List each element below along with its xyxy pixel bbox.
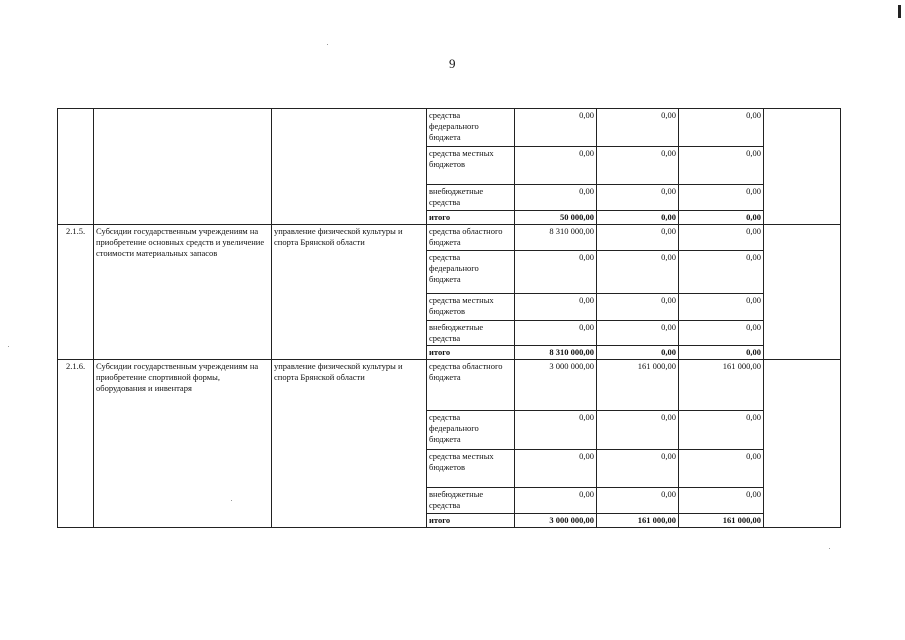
source-cell: внебюджетные средства bbox=[427, 488, 515, 514]
source-cell: средства местных бюджетов bbox=[427, 147, 515, 185]
num-cell bbox=[58, 109, 94, 225]
source-cell: средства местных бюджетов bbox=[427, 450, 515, 488]
scan-speck bbox=[327, 44, 328, 45]
source-cell: средства местных бюджетов bbox=[427, 294, 515, 321]
amount-cell: 0,00 bbox=[597, 321, 679, 346]
source-cell: внебюджетные средства bbox=[427, 185, 515, 211]
item-executor: управление физической культуры и спорта Брянской области bbox=[272, 225, 427, 360]
amount-cell: 161 000,00 bbox=[597, 514, 679, 528]
item-description: Субсидии государственным учреждениям на приобретение спортивной формы, оборудования и инвентаря bbox=[94, 360, 272, 528]
description-cell bbox=[94, 109, 272, 225]
scan-speck bbox=[231, 500, 232, 501]
amount-cell: 0,00 bbox=[515, 147, 597, 185]
scan-speck bbox=[829, 548, 830, 549]
amount-cell: 0,00 bbox=[597, 225, 679, 251]
amount-cell: 161 000,00 bbox=[679, 514, 764, 528]
item-number: 2.1.5. bbox=[58, 225, 94, 360]
amount-cell: 0,00 bbox=[597, 251, 679, 294]
table-row bbox=[58, 225, 841, 251]
blank-cell bbox=[764, 225, 841, 360]
amount-cell: 50 000,00 bbox=[515, 211, 597, 225]
amount-cell: 0,00 bbox=[679, 411, 764, 450]
amount-cell: 3 000 000,00 bbox=[515, 514, 597, 528]
amount-cell: 0,00 bbox=[597, 346, 679, 360]
amount-cell: 0,00 bbox=[597, 294, 679, 321]
amount-cell: 0,00 bbox=[515, 109, 597, 147]
amount-cell: 3 000 000,00 bbox=[515, 360, 597, 411]
amount-cell: 0,00 bbox=[515, 488, 597, 514]
amount-cell: 0,00 bbox=[597, 411, 679, 450]
amount-cell: 0,00 bbox=[597, 488, 679, 514]
amount-cell: 0,00 bbox=[515, 185, 597, 211]
scan-speck bbox=[8, 346, 9, 347]
amount-cell: 0,00 bbox=[597, 211, 679, 225]
amount-cell: 0,00 bbox=[679, 147, 764, 185]
amount-cell: 0,00 bbox=[679, 294, 764, 321]
blank-cell bbox=[764, 360, 841, 528]
executor-cell bbox=[272, 109, 427, 225]
table-row bbox=[58, 109, 841, 147]
source-cell: средства областного бюджета bbox=[427, 360, 515, 411]
table-row bbox=[58, 360, 841, 411]
amount-cell: 0,00 bbox=[679, 185, 764, 211]
amount-cell: 0,00 bbox=[515, 321, 597, 346]
amount-cell: 0,00 bbox=[597, 109, 679, 147]
page-number: 9 bbox=[449, 56, 456, 71]
amount-cell: 8 310 000,00 bbox=[515, 346, 597, 360]
source-cell: итого bbox=[427, 211, 515, 225]
source-cell: средства федерального бюджета bbox=[427, 411, 515, 450]
amount-cell: 0,00 bbox=[679, 450, 764, 488]
amount-cell: 0,00 bbox=[679, 488, 764, 514]
source-cell: итого bbox=[427, 514, 515, 528]
amount-cell: 0,00 bbox=[679, 225, 764, 251]
amount-cell: 0,00 bbox=[679, 251, 764, 294]
source-cell: средства федерального бюджета bbox=[427, 251, 515, 294]
amount-cell: 0,00 bbox=[679, 211, 764, 225]
source-cell: средства областного бюджета bbox=[427, 225, 515, 251]
amount-cell: 0,00 bbox=[679, 109, 764, 147]
amount-cell: 0,00 bbox=[515, 294, 597, 321]
amount-cell: 161 000,00 bbox=[679, 360, 764, 411]
amount-cell: 0,00 bbox=[679, 321, 764, 346]
blank-cell bbox=[764, 109, 841, 225]
amount-cell: 0,00 bbox=[515, 411, 597, 450]
source-cell: средства федерального бюджета bbox=[427, 109, 515, 147]
amount-cell: 0,00 bbox=[597, 147, 679, 185]
item-executor: управление физической культуры и спорта Брянской области bbox=[272, 360, 427, 528]
amount-cell: 0,00 bbox=[679, 346, 764, 360]
amount-cell: 0,00 bbox=[597, 450, 679, 488]
amount-cell: 0,00 bbox=[515, 251, 597, 294]
amount-cell: 0,00 bbox=[597, 185, 679, 211]
amount-cell: 8 310 000,00 bbox=[515, 225, 597, 251]
item-description: Субсидии государственным учреждениям на приобретение основных средств и увеличение стоимости материальных запасов bbox=[94, 225, 272, 360]
source-cell: итого bbox=[427, 346, 515, 360]
item-number: 2.1.6. bbox=[58, 360, 94, 528]
amount-cell: 0,00 bbox=[515, 450, 597, 488]
scan-edge-mark bbox=[898, 5, 901, 18]
budget-table bbox=[57, 108, 841, 528]
amount-cell: 161 000,00 bbox=[597, 360, 679, 411]
source-cell: внебюджетные средства bbox=[427, 321, 515, 346]
